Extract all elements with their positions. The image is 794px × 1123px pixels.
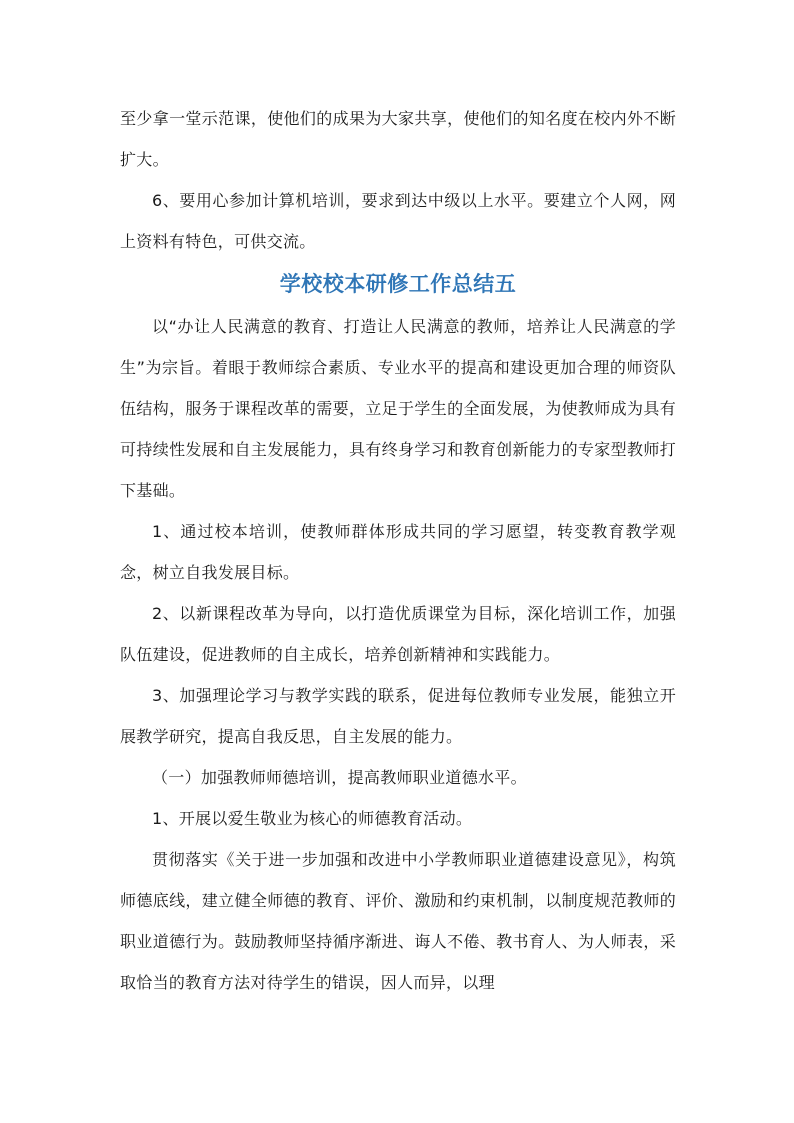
paragraph-goal-1: 1、通过校本培训，使教师群体形成共同的学习愿望，转变教育教学观念，树立自我发展目标。: [120, 522, 676, 582]
paragraph-item-6: 6、要用心参加计算机培训，要求到达中级以上水平。要建立个人网，网上资料有特色，可供交流。: [120, 191, 676, 251]
section-title: 学校校本研修工作总结五: [279, 272, 517, 296]
paragraph-goal-3: 3、加强理论学习与教学实践的联系，促进每位教师专业发展，能独立开展教学研究，提高自我反思，自主发展的能力。: [120, 686, 676, 746]
paragraph-intro: 以“办让人民满意的教育、打造让人民满意的教师，培养让人民满意的学生”为宗旨。着眼于教师综合素质、专业水平的提高和建设更加合理的师资队伍结构，服务于课程改革的需要，立足于学生的全面发展，为使教师成为具有可持续性发展和自主发展能力，具有终身学习和教育创新能力的专家型教师打下基础。: [120, 317, 676, 500]
document-body: [120, 98, 676, 1003]
paragraph-continuation: 至少拿一堂示范课，使他们的成果为大家共享，使他们的知名度在校内外不断扩大。: [120, 109, 676, 169]
paragraph-goal-2: 2、以新课程改革为导向，以打造优质课堂为目标，深化培训工作，加强队伍建设，促进教师的自主成长，培养创新精神和实践能力。: [120, 604, 676, 664]
paragraph-activity-1: 1、开展以爱生敬业为核心的师德教育活动。: [152, 809, 473, 828]
paragraph-implementation: 贯彻落实《关于进一步加强和改进中小学教师职业道德建设意见》，构筑师德底线，建立健全师德的教育、评价、激励和约束机制，以制度规范教师的职业道德行为。鼓励教师坚持循序渐进、诲人不倦、教书育人、为人师表，采取恰当的教育方法对待学生的错误，因人而异，以理: [120, 850, 676, 992]
paragraph-subheading: （一）加强教师师德培训，提高教师职业道德水平。: [152, 768, 527, 787]
